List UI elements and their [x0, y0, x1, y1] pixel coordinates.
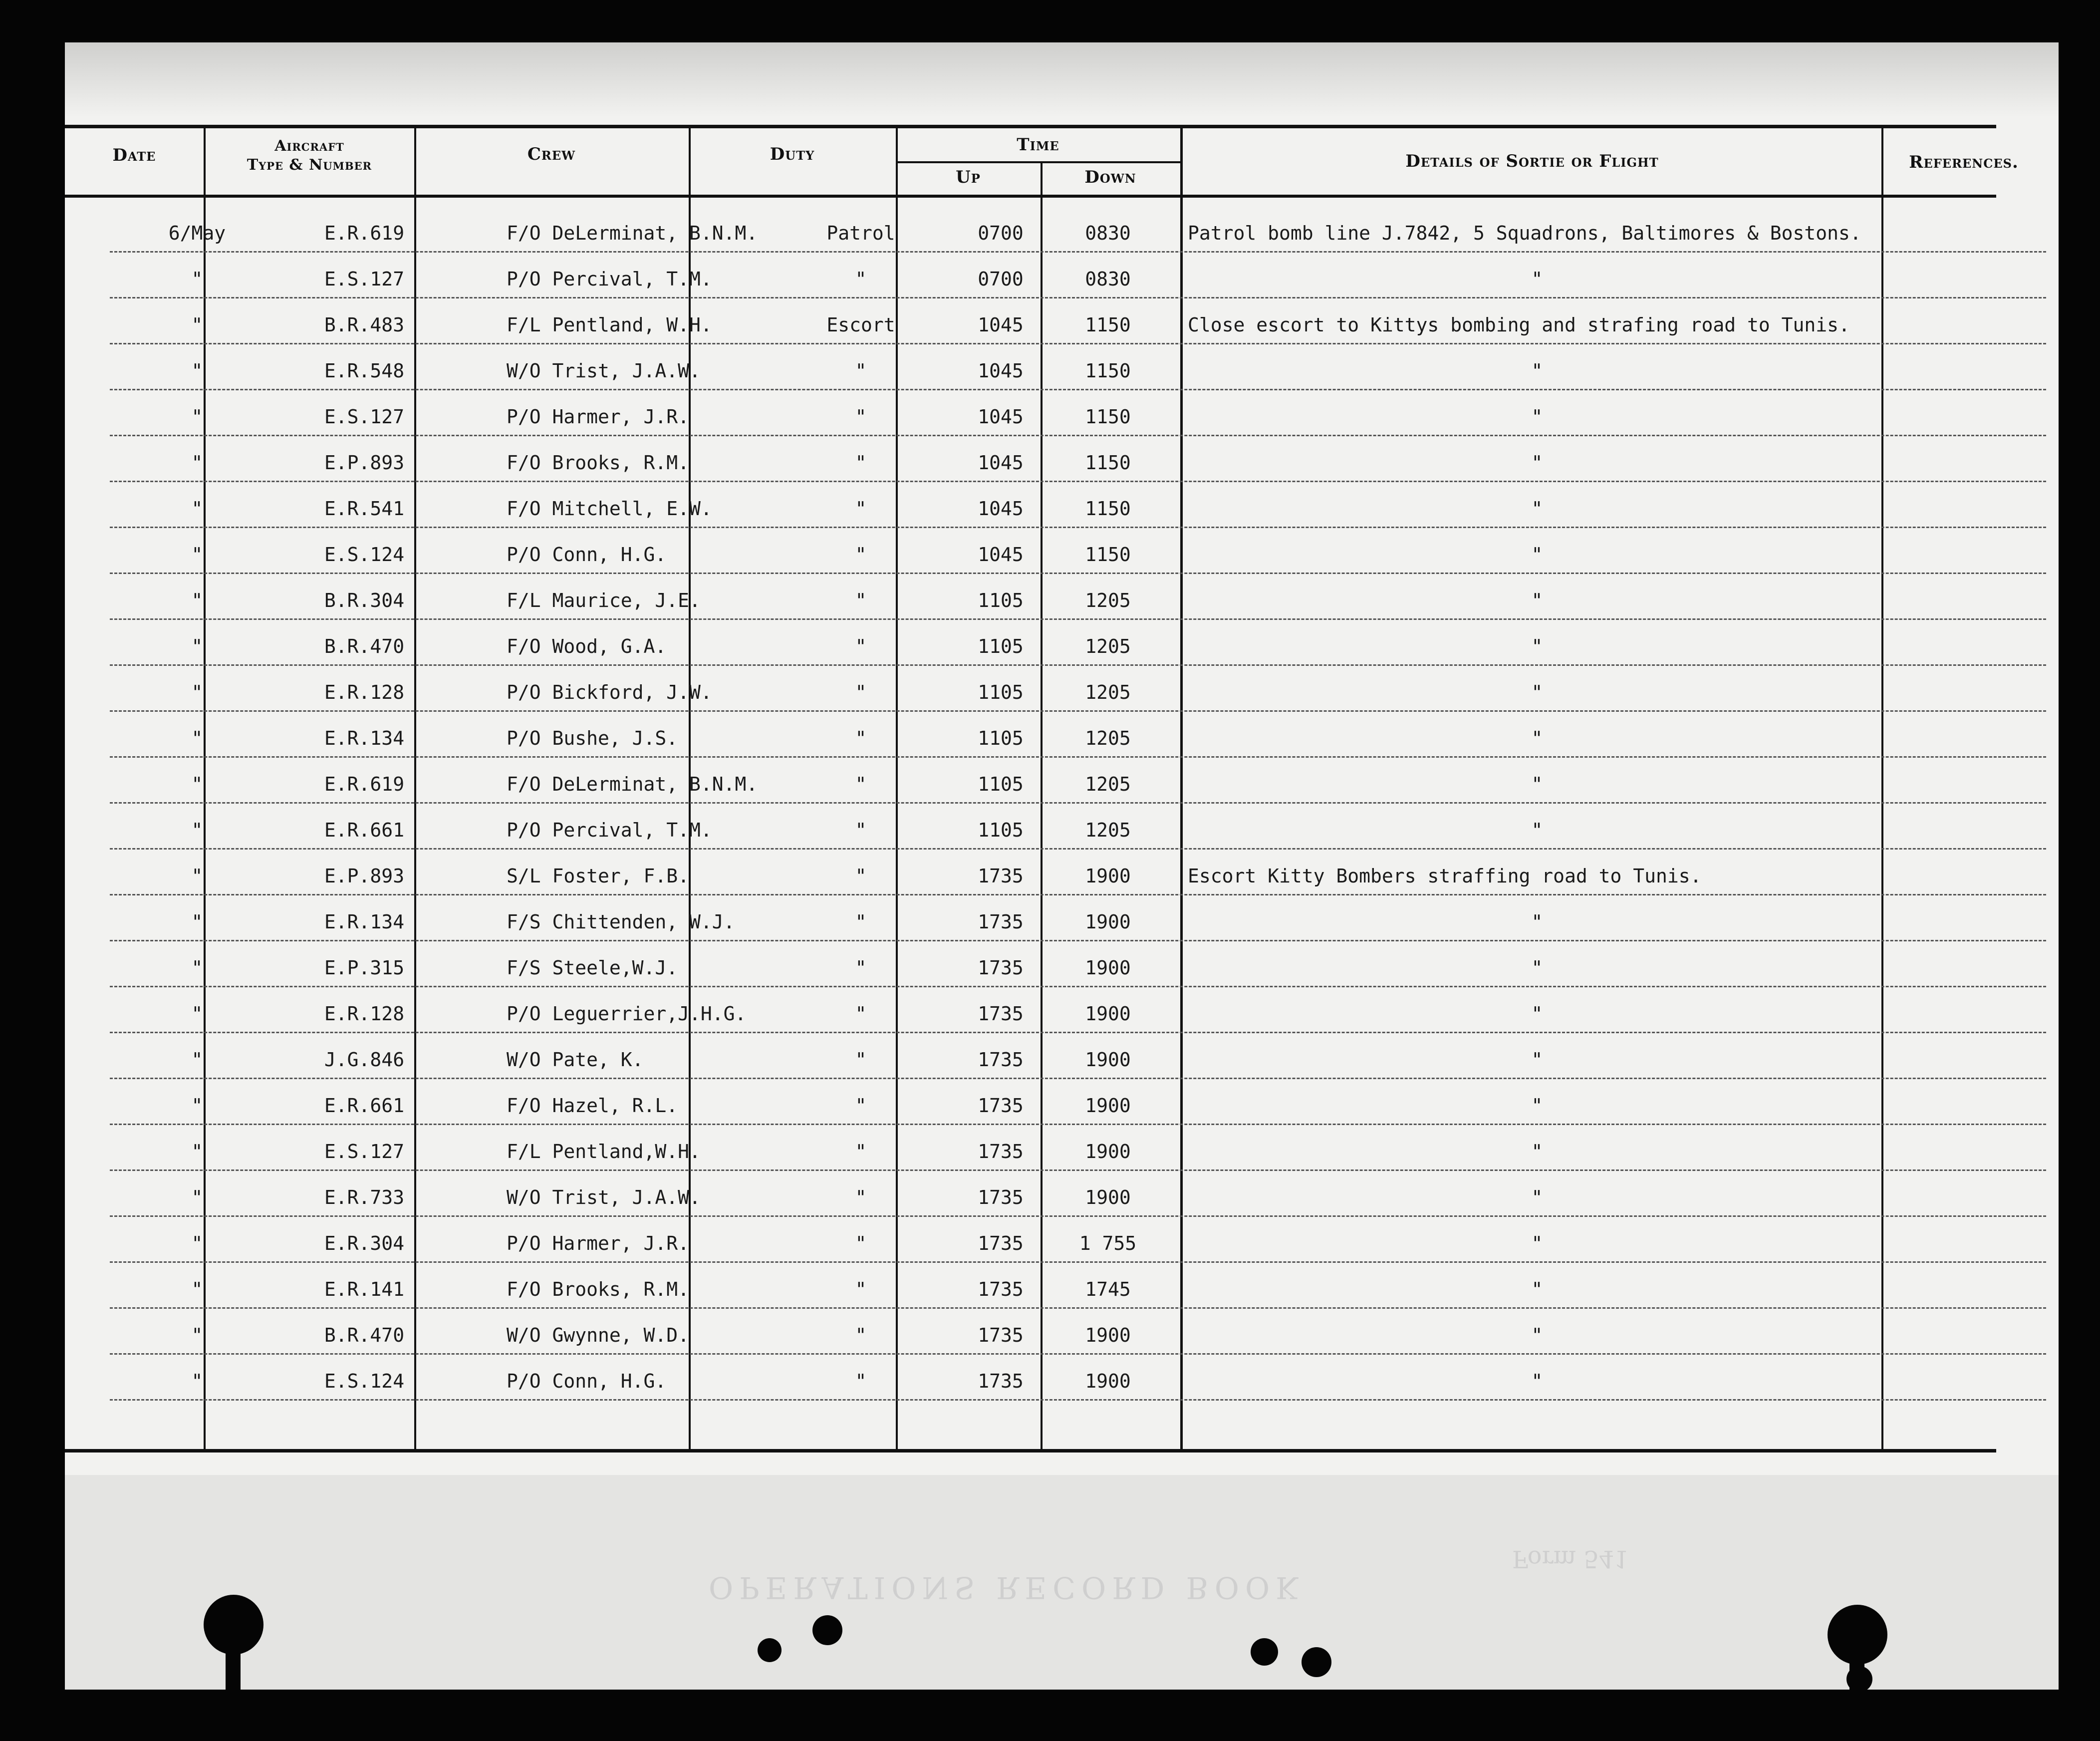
row-duty: Patrol: [826, 222, 895, 244]
row-crew: F/O Hazel, R.L.: [507, 1095, 678, 1117]
row-aircraft: E.P.893: [324, 452, 405, 474]
row-time-up: 1045: [978, 452, 1024, 474]
row-aircraft: E.R.128: [324, 681, 405, 703]
row-crew: P/O Conn, H.G.: [507, 544, 667, 566]
row-details: ": [1531, 1278, 1543, 1300]
row-crew: F/L Maurice, J.E.: [507, 589, 701, 611]
record-sheet: [65, 42, 2059, 1690]
row-aircraft: E.S.124: [324, 1370, 405, 1392]
row-time-down: 1900: [1085, 865, 1131, 887]
row-rule: [110, 802, 2046, 804]
row-date: ": [191, 681, 203, 703]
row-date: ": [191, 1278, 203, 1300]
row-details: ": [1531, 681, 1543, 703]
row-aircraft: E.R.733: [324, 1186, 405, 1208]
header-bottom-border: [65, 195, 1996, 198]
row-crew: F/O Mitchell, E.W.: [507, 498, 712, 520]
row-time-down: 1900: [1085, 1324, 1131, 1346]
punch-mark: [1846, 1666, 1872, 1692]
row-aircraft: E.R.304: [324, 1232, 405, 1254]
row-time-down: 1205: [1085, 727, 1131, 749]
row-details: ": [1531, 1370, 1543, 1392]
header-references: References.: [1909, 152, 2019, 172]
row-crew: P/O Bushe, J.S.: [507, 727, 678, 749]
row-rule: [110, 1353, 2046, 1355]
row-duty: ": [855, 1324, 867, 1346]
row-crew: P/O Harmer, J.R.: [507, 406, 690, 428]
row-duty: ": [855, 635, 867, 657]
row-duty: ": [855, 589, 867, 611]
row-crew: F/O Brooks, R.M.: [507, 452, 690, 474]
header-date: Date: [112, 145, 156, 165]
row-duty: ": [855, 1232, 867, 1254]
row-duty: ": [855, 819, 867, 841]
row-aircraft: E.P.315: [324, 957, 405, 979]
row-duty: ": [855, 452, 867, 474]
row-time-down: 1900: [1085, 957, 1131, 979]
row-time-down: 1150: [1085, 314, 1131, 336]
row-details: ": [1531, 911, 1543, 933]
row-date: ": [191, 1186, 203, 1208]
header-aircraft-sub: Type & Number: [247, 156, 372, 174]
row-aircraft: E.R.619: [324, 222, 405, 244]
row-date: ": [191, 452, 203, 474]
row-date: ": [191, 1049, 203, 1071]
row-rule: [110, 1261, 2046, 1263]
row-rule: [110, 756, 2046, 758]
row-rule: [110, 1124, 2046, 1125]
row-rule: [110, 343, 2046, 344]
row-crew: F/O DeLerminat, B.N.M.: [507, 773, 758, 795]
row-rule: [110, 940, 2046, 941]
row-time-up: 1105: [978, 819, 1024, 841]
row-time-up: 1735: [978, 1049, 1024, 1071]
row-rule: [110, 297, 2046, 298]
row-aircraft: E.S.124: [324, 544, 405, 566]
row-aircraft: E.S.127: [324, 268, 405, 290]
row-date: ": [191, 360, 203, 382]
row-details: ": [1531, 406, 1543, 428]
row-rule: [110, 848, 2046, 850]
row-rule: [110, 664, 2046, 666]
row-duty: ": [855, 1141, 867, 1162]
row-time-up: 1045: [978, 544, 1024, 566]
row-crew: F/S Chittenden, W.J.: [507, 911, 735, 933]
row-date: ": [191, 911, 203, 933]
row-time-up: 1045: [978, 498, 1024, 520]
header-details: Details of Sortie or Flight: [1405, 151, 1659, 171]
row-time-down: 1150: [1085, 360, 1131, 382]
row-duty: ": [855, 957, 867, 979]
row-crew: P/O Percival, T.M.: [507, 819, 712, 841]
row-time-up: 1735: [978, 1141, 1024, 1162]
row-details: ": [1531, 360, 1543, 382]
row-time-down: 1900: [1085, 1095, 1131, 1117]
binder-hole-left-tab: [226, 1642, 241, 1702]
row-time-down: 1150: [1085, 544, 1131, 566]
row-details: ": [1531, 1141, 1543, 1162]
punch-mark: [1302, 1647, 1331, 1677]
row-date: ": [191, 544, 203, 566]
row-crew: W/O Trist, J.A.W.: [507, 1186, 701, 1208]
row-duty: ": [855, 681, 867, 703]
punch-mark: [1251, 1638, 1278, 1666]
row-aircraft: E.R.619: [324, 773, 405, 795]
row-aircraft: B.R.304: [324, 589, 405, 611]
row-time-up: 0700: [978, 268, 1024, 290]
row-rule: [110, 986, 2046, 987]
row-time-up: 1105: [978, 773, 1024, 795]
bleed-through-form-number: Form 541: [1512, 1545, 1629, 1573]
row-duty: ": [855, 1095, 867, 1117]
row-date: ": [191, 727, 203, 749]
row-details: ": [1531, 1186, 1543, 1208]
row-time-up: 1735: [978, 1186, 1024, 1208]
row-duty: ": [855, 727, 867, 749]
row-rule: [110, 527, 2046, 528]
row-time-down: 1150: [1085, 498, 1131, 520]
row-crew: P/O Bickford, J.W.: [507, 681, 712, 703]
header-aircraft: Aircraft: [274, 137, 344, 155]
row-time-down: 0830: [1085, 222, 1131, 244]
row-details: ": [1531, 1324, 1543, 1346]
row-duty: ": [855, 1003, 867, 1025]
punch-mark: [758, 1638, 782, 1662]
row-time-down: 1205: [1085, 773, 1131, 795]
row-time-down: 1150: [1085, 452, 1131, 474]
row-details: ": [1531, 957, 1543, 979]
row-date: ": [191, 498, 203, 520]
row-date: ": [191, 589, 203, 611]
row-time-down: 1900: [1085, 911, 1131, 933]
row-date: ": [191, 1370, 203, 1392]
row-time-down: 1205: [1085, 819, 1131, 841]
row-aircraft: E.S.127: [324, 1141, 405, 1162]
row-time-up: 1045: [978, 360, 1024, 382]
row-rule: [110, 435, 2046, 436]
row-details: Close escort to Kittys bombing and strafing road to Tunis.: [1188, 314, 1850, 336]
row-crew: S/L Foster, F.B.: [507, 865, 690, 887]
row-aircraft: E.R.134: [324, 727, 405, 749]
row-details: ": [1531, 635, 1543, 657]
row-crew: F/S Steele,W.J.: [507, 957, 678, 979]
row-details: ": [1531, 544, 1543, 566]
header-time: Time: [1017, 135, 1059, 155]
header-crew: Crew: [527, 144, 576, 164]
row-duty: ": [855, 268, 867, 290]
row-crew: F/O Brooks, R.M.: [507, 1278, 690, 1300]
row-rule: [110, 251, 2046, 253]
row-aircraft: J.G.846: [324, 1049, 405, 1071]
row-date: ": [191, 268, 203, 290]
row-time-down: 0830: [1085, 268, 1131, 290]
table-bottom-border: [65, 1449, 1996, 1452]
row-time-up: 1735: [978, 957, 1024, 979]
col-divider-up: [1041, 161, 1043, 1450]
row-duty: ": [855, 773, 867, 795]
row-rule: [110, 1307, 2046, 1309]
row-rule: [110, 618, 2046, 620]
bleed-through-text: OPERATIONS RECORD BOOK: [709, 1570, 1305, 1605]
row-details: ": [1531, 1003, 1543, 1025]
row-date: ": [191, 314, 203, 336]
row-date: ": [191, 1324, 203, 1346]
row-details: ": [1531, 1049, 1543, 1071]
row-crew: P/O Leguerrier,J.H.G.: [507, 1003, 747, 1025]
row-details: ": [1531, 819, 1543, 841]
row-time-down: 1205: [1085, 681, 1131, 703]
row-duty: ": [855, 544, 867, 566]
header-down: Down: [1084, 167, 1136, 187]
table-top-border: [65, 125, 1996, 128]
row-rule: [110, 1215, 2046, 1217]
row-aircraft: B.R.470: [324, 635, 405, 657]
row-date: ": [191, 1141, 203, 1162]
row-time-up: 1105: [978, 589, 1024, 611]
row-rule: [110, 710, 2046, 712]
row-time-down: 1150: [1085, 406, 1131, 428]
row-details: Escort Kitty Bombers straffing road to Tunis.: [1188, 865, 1702, 887]
row-crew: F/L Pentland,W.H.: [507, 1141, 701, 1162]
row-details: ": [1531, 268, 1543, 290]
row-time-up: 1735: [978, 1278, 1024, 1300]
row-time-up: 1045: [978, 406, 1024, 428]
row-aircraft: E.R.134: [324, 911, 405, 933]
row-time-up: 1105: [978, 635, 1024, 657]
row-date: ": [191, 865, 203, 887]
row-aircraft: E.R.128: [324, 1003, 405, 1025]
row-time-down: 1900: [1085, 1049, 1131, 1071]
row-time-up: 1105: [978, 727, 1024, 749]
row-time-up: 0700: [978, 222, 1024, 244]
row-rule: [110, 894, 2046, 895]
row-time-up: 1735: [978, 1095, 1024, 1117]
row-details: ": [1531, 773, 1543, 795]
row-crew: W/O Trist, J.A.W.: [507, 360, 701, 382]
row-details: ": [1531, 1095, 1543, 1117]
row-time-down: 1900: [1085, 1370, 1131, 1392]
row-duty: ": [855, 1186, 867, 1208]
row-time-up: 1735: [978, 1324, 1024, 1346]
row-time-down: 1 755: [1079, 1232, 1137, 1254]
row-aircraft: E.S.127: [324, 406, 405, 428]
row-duty: ": [855, 1049, 867, 1071]
row-time-up: 1735: [978, 1370, 1024, 1392]
row-duty: ": [855, 1370, 867, 1392]
row-date: ": [191, 406, 203, 428]
row-aircraft: E.R.661: [324, 819, 405, 841]
row-aircraft: E.R.541: [324, 498, 405, 520]
row-time-up: 1735: [978, 911, 1024, 933]
row-crew: F/L Pentland, W.H.: [507, 314, 712, 336]
row-date: ": [191, 957, 203, 979]
row-time-up: 1735: [978, 1232, 1024, 1254]
row-details: ": [1531, 589, 1543, 611]
row-aircraft: E.R.141: [324, 1278, 405, 1300]
row-time-down: 1900: [1085, 1003, 1131, 1025]
row-crew: W/O Pate, K.: [507, 1049, 644, 1071]
row-date: ": [191, 635, 203, 657]
row-duty: Escort: [826, 314, 895, 336]
row-date: ": [191, 1003, 203, 1025]
time-split-line: [896, 161, 1180, 163]
row-aircraft: B.R.470: [324, 1324, 405, 1346]
row-details: ": [1531, 727, 1543, 749]
row-duty: ": [855, 406, 867, 428]
row-crew: P/O Conn, H.G.: [507, 1370, 667, 1392]
header-up: Up: [956, 167, 981, 187]
row-rule: [110, 1078, 2046, 1079]
row-duty: ": [855, 1278, 867, 1300]
row-rule: [110, 389, 2046, 390]
row-time-down: 1900: [1085, 1141, 1131, 1162]
row-duty: ": [855, 911, 867, 933]
row-aircraft: B.R.483: [324, 314, 405, 336]
row-time-down: 1205: [1085, 589, 1131, 611]
row-duty: ": [855, 498, 867, 520]
punch-mark: [812, 1615, 842, 1645]
row-rule: [110, 1032, 2046, 1033]
row-rule: [110, 1399, 2046, 1401]
row-aircraft: E.P.893: [324, 865, 405, 887]
row-time-up: 1045: [978, 314, 1024, 336]
row-date: ": [191, 773, 203, 795]
row-crew: P/O Percival, T.M.: [507, 268, 712, 290]
row-crew: P/O Harmer, J.R.: [507, 1232, 690, 1254]
row-date: ": [191, 1095, 203, 1117]
row-duty: ": [855, 865, 867, 887]
row-date: ": [191, 819, 203, 841]
header-duty: Duty: [770, 144, 815, 164]
row-details: ": [1531, 498, 1543, 520]
row-time-up: 1105: [978, 681, 1024, 703]
row-rule: [110, 573, 2046, 574]
row-time-down: 1205: [1085, 635, 1131, 657]
row-date: ": [191, 1232, 203, 1254]
row-rule: [110, 481, 2046, 482]
row-crew: F/O Wood, G.A.: [507, 635, 667, 657]
row-rule: [110, 1169, 2046, 1171]
row-details: Patrol bomb line J.7842, 5 Squadrons, Baltimores & Bostons.: [1188, 222, 1861, 244]
scan-shading: [65, 42, 2059, 117]
row-details: ": [1531, 1232, 1543, 1254]
row-details: ": [1531, 452, 1543, 474]
row-time-down: 1900: [1085, 1186, 1131, 1208]
row-time-up: 1735: [978, 865, 1024, 887]
row-duty: ": [855, 360, 867, 382]
row-time-up: 1735: [978, 1003, 1024, 1025]
row-crew: W/O Gwynne, W.D.: [507, 1324, 690, 1346]
row-crew: F/O DeLerminat, B.N.M.: [507, 222, 758, 244]
row-date: 6/May: [168, 222, 226, 244]
row-aircraft: E.R.661: [324, 1095, 405, 1117]
row-time-down: 1745: [1085, 1278, 1131, 1300]
row-aircraft: E.R.548: [324, 360, 405, 382]
